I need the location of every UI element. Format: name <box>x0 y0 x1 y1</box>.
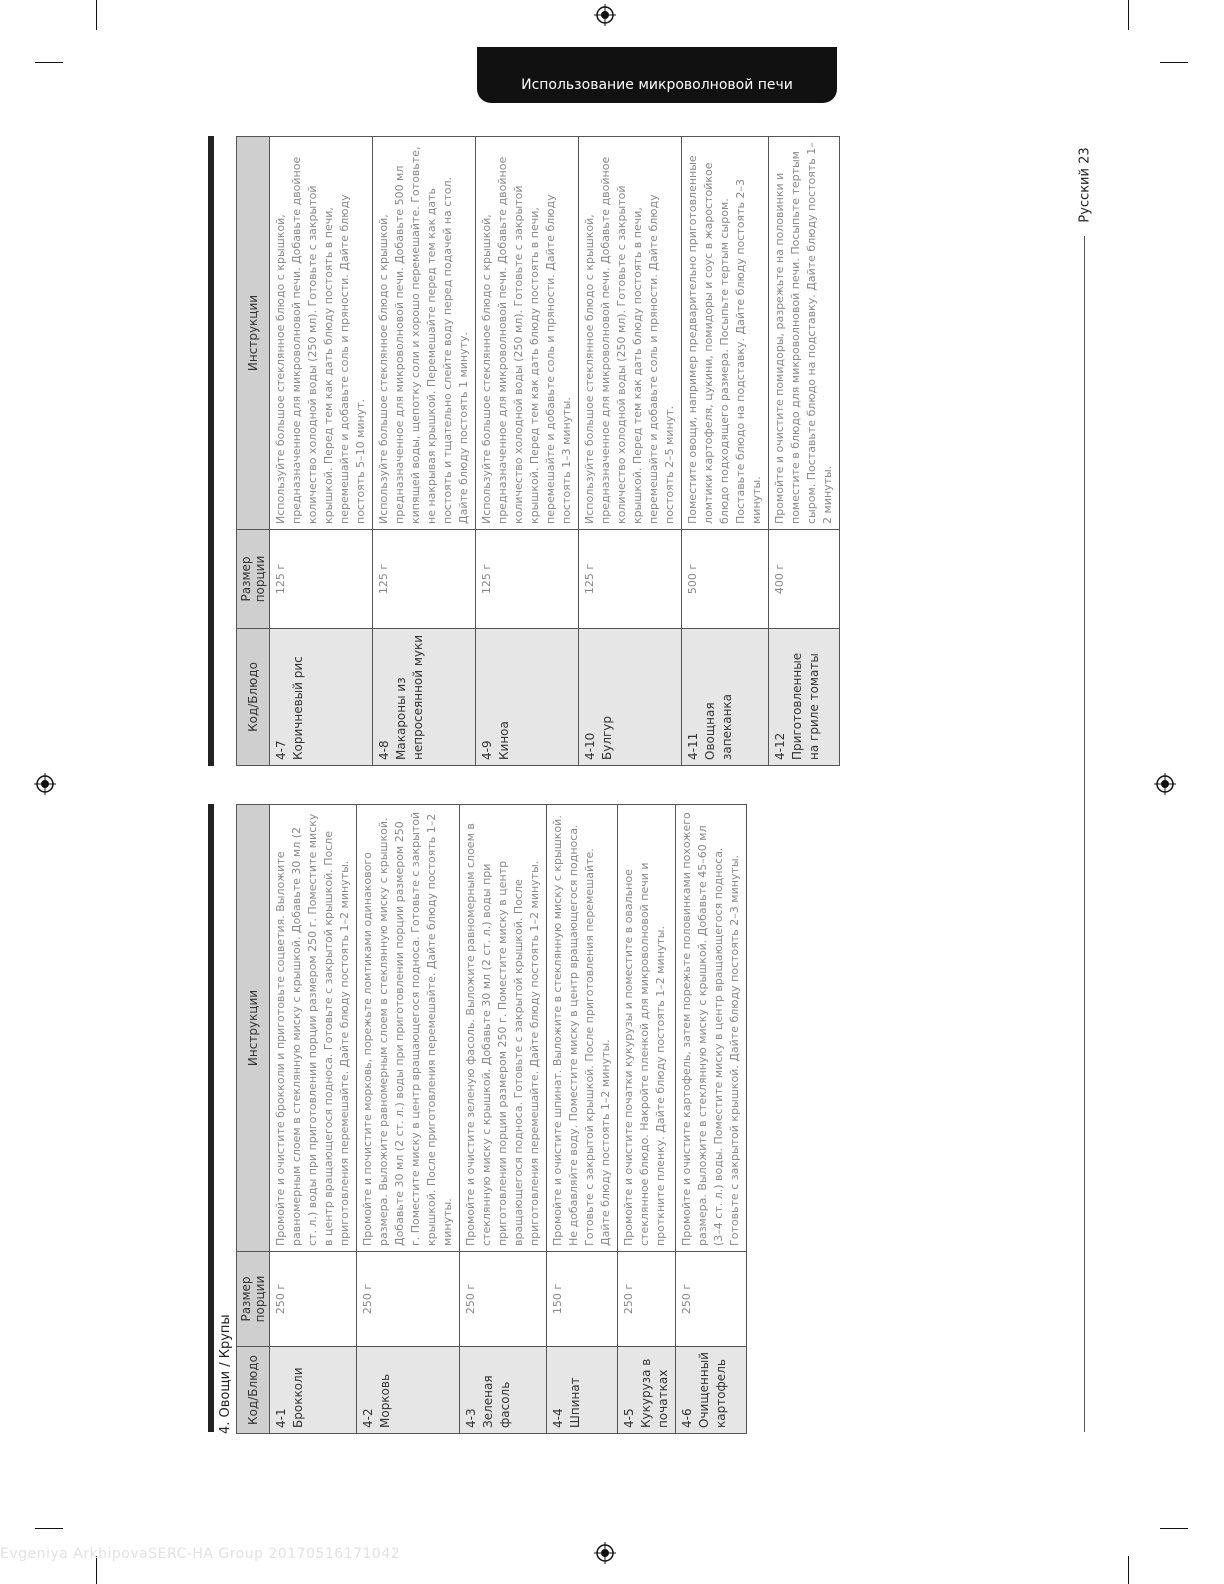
instructions-cell: Промойте и очистите помидоры, разрежьте на половинки и поместите в блюдо для микроволновой печи. Посыпьте тертым сыром. Поставьте блюдо на подставку. Дайте блюду постоять 1–2 минуты. <box>769 137 840 530</box>
left-table-body <box>270 805 747 1434</box>
col-code-header: Код/Блюдо <box>237 1347 270 1434</box>
instructions-cell: Промойте и очистите шпинат. Выложите в стеклянную миску с крышкой. Не добавляйте воду. Поместите миску в центр вращающегося подноса. Готовьте с закрытой крышкой. После приготовления перемешайте. Дайте блюду постоять 1–2 минуты. <box>547 805 618 1252</box>
portion-size: 125 г <box>579 530 682 629</box>
dish-cell <box>769 629 840 766</box>
crop-mark <box>96 0 97 30</box>
dish-cell <box>373 629 476 766</box>
page-number <box>1070 130 1100 240</box>
instructions-cell: Промойте и очистите картофель, затем порежьте половинками похожего размера. Выложите в стеклянную миску с крышкой. Добавьте 45–60 мл (3–4 ст. л.) воды. Поместите миску в центр вращающегося подноса. Готовьте с закрытой крышкой. Дайте блюду постоять 2–3 минуты. <box>676 805 747 1252</box>
section-title: 4. Овощи / Крупы <box>218 1314 233 1434</box>
table-row <box>682 137 769 766</box>
chapter-title: Использование микроволновой печи <box>521 77 793 93</box>
dish-name: Брокколи <box>291 1367 305 1428</box>
portion-size: 250 г <box>460 1252 547 1347</box>
portion-size: 250 г <box>357 1252 460 1347</box>
col-size-header: Размер порции <box>237 1252 270 1347</box>
dish-name: Приготовленные на гриле томаты <box>790 652 821 760</box>
dish-name: Кукуруза в початках <box>639 1358 670 1428</box>
left-table-container <box>216 804 1006 1434</box>
dish-name: Очищенный картофель <box>697 1352 728 1428</box>
dish-cell <box>270 629 373 766</box>
dish-cell <box>579 629 682 766</box>
registration-mark-icon <box>34 773 56 795</box>
left-table <box>236 804 747 1434</box>
dish-code: 4-11 <box>686 732 700 760</box>
instructions-cell: Промойте и почистите морковь, порежьте ломтиками одинакового размера. Выложите равномерным слоем в стеклянную миску с крышкой. Добавьте 30 мл (2 ст. л.) воды при приготовлении порции размером 250 г. Поместите миску в центр вращающегося подноса. Готовьте с закрытой крышкой. После приготовления перемешайте. Дайте блюду постоять 1–2 минуты. <box>357 805 460 1252</box>
portion-size: 250 г <box>618 1252 676 1347</box>
col-code-header: Код/Блюдо <box>237 629 270 766</box>
table-header-row <box>237 137 270 766</box>
dish-cell <box>460 1347 547 1434</box>
footer-watermark: Evgeniya ArkhipovaSERC-HA Group 20170516171042 <box>0 1546 401 1562</box>
right-table <box>236 136 840 766</box>
dish-code: 4-2 <box>361 1408 375 1428</box>
dish-name: Булгур <box>600 715 614 760</box>
table-row <box>373 137 476 766</box>
table-row <box>676 805 747 1434</box>
portion-size: 400 г <box>769 530 840 629</box>
portion-size: 125 г <box>476 530 579 629</box>
table-row <box>579 137 682 766</box>
col-instructions-header: Инструкции <box>237 805 270 1252</box>
dish-cell <box>676 1347 747 1434</box>
dish-code: 4-3 <box>464 1408 478 1428</box>
table-row <box>357 805 460 1434</box>
portion-size: 125 г <box>270 530 373 629</box>
instructions-cell: Поместите овощи, например предварительно приготовленные ломтики картофеля, цукини, помидоры и соус в жаростойкое блюдо подходящего размера. Посыпьте тертым сыром. Поставьте блюдо на подставку. Дайте блюду постоять 2–3 минуты. <box>682 137 769 530</box>
instructions-cell: Используйте большое стеклянное блюдо с крышкой, предназначенное для микроволновой печи. Добавьте двойное количество холодной воды (250 мл). Готовьте с закрытой крышкой. Перед тем как дать блюду постоять в печи, перемешайте и добавьте соль и пряности. Дайте блюду постоять 5–10 минут. <box>270 137 373 530</box>
portion-size: 125 г <box>373 530 476 629</box>
dish-cell <box>476 629 579 766</box>
col-instructions-header: Инструкции <box>237 137 270 530</box>
crop-mark <box>1160 62 1188 63</box>
page-rule <box>1084 236 1085 1432</box>
portion-size: 250 г <box>270 1252 357 1347</box>
instructions-cell: Промойте и очистите брокколи и приготовьте соцветия. Выложите равномерным слоем в стеклянную миску с крышкой. Добавьте 30 мл (2 ст. л.) воды при приготовлении порции размером 250 г. Поместите миску в центр вращающегося подноса. Готовьте с закрытой крышкой. После приготовления перемешайте. Дайте блюду постоять 1–2 минуты. <box>270 805 357 1252</box>
crop-mark <box>1160 1528 1188 1529</box>
col-size-header: Размер порции <box>237 530 270 629</box>
right-table-container <box>236 136 996 766</box>
dish-name: Шпинат <box>568 1377 582 1428</box>
crop-mark <box>35 62 63 63</box>
dish-code: 4-5 <box>622 1408 636 1428</box>
dish-code: 4-1 <box>274 1408 288 1428</box>
crop-mark <box>1128 0 1129 30</box>
table-sidebar <box>208 804 214 1432</box>
portion-size: 150 г <box>547 1252 618 1347</box>
dish-name: Киноа <box>497 721 511 760</box>
portion-size: 250 г <box>676 1252 747 1347</box>
chapter-header <box>477 47 837 103</box>
dish-name: Овощная запеканка <box>703 693 734 760</box>
dish-cell <box>682 629 769 766</box>
dish-code: 4-6 <box>680 1408 694 1428</box>
table-row <box>476 137 579 766</box>
dish-code: 4-10 <box>583 732 597 760</box>
crop-mark <box>1128 1556 1129 1584</box>
registration-mark-icon <box>594 1542 616 1564</box>
dish-code: 4-12 <box>773 732 787 760</box>
instructions-cell: Промойте и очистите зеленую фасоль. Выложите равномерным слоем в стеклянную миску с крышкой. Добавьте 30 мл (2 ст. л.) воды при приготовлении порции размером 250 г. Поместите миску в центр вращающегося подноса. Готовьте с закрытой крышкой. После приготовления перемешайте. Дайте блюду постоять 1–2 минуты. <box>460 805 547 1252</box>
dish-name: Морковь <box>378 1373 392 1428</box>
instructions-cell: Промойте и очистите початки кукурузы и поместите в овальное стеклянное блюдо. Накройте пленкой для микроволновой печи и проткните пленку. Дайте блюду постоять 1–2 минуты. <box>618 805 676 1252</box>
dish-cell <box>270 1347 357 1434</box>
table-row <box>769 137 840 766</box>
dish-cell <box>618 1347 676 1434</box>
table-row <box>618 805 676 1434</box>
dish-code: 4-9 <box>480 740 494 760</box>
table-row <box>460 805 547 1434</box>
registration-mark-icon <box>1154 773 1176 795</box>
table-sidebar <box>208 136 214 766</box>
dish-name: Зеленая фасоль <box>481 1375 512 1428</box>
table-row <box>547 805 618 1434</box>
table-header-row <box>237 805 270 1434</box>
instructions-cell: Используйте большое стеклянное блюдо с крышкой, предназначенное для микроволновой печи. Добавьте двойное количество холодной воды (250 мл). Готовьте с закрытой крышкой. Перед тем как дать блюду постоять в печи, перемешайте и добавьте соль и пряности. Дайте блюду постоять 1–3 минуты. <box>476 137 579 530</box>
dish-code: 4-8 <box>377 740 391 760</box>
dish-name: Макароны из непросеянной муки <box>394 634 425 760</box>
registration-mark-icon <box>594 4 616 26</box>
page-label: Русский 23 <box>1077 147 1093 223</box>
dish-code: 4-7 <box>274 740 288 760</box>
table-row <box>270 137 373 766</box>
portion-size: 500 г <box>682 530 769 629</box>
crop-mark <box>35 1528 63 1529</box>
dish-cell <box>547 1347 618 1434</box>
table-row <box>270 805 357 1434</box>
dish-name: Коричневый рис <box>291 656 305 760</box>
dish-code: 4-4 <box>551 1408 565 1428</box>
dish-cell <box>357 1347 460 1434</box>
instructions-cell: Используйте большое стеклянное блюдо с крышкой, предназначенное для микроволновой печи. Добавьте двойное количество холодной воды (250 мл). Готовьте с закрытой крышкой. Перед тем как дать блюду постоять в печи, перемешайте и добавьте соль и пряности. Дайте блюду постоять 2–5 минут. <box>579 137 682 530</box>
right-table-body <box>270 137 840 766</box>
instructions-cell: Используйте большое стеклянное блюдо с крышкой, предназначенное для микроволновой печи. Добавьте 500 мл кипящей воды, щепотку соли и хорошо перемешайте. Готовьте, не накрывая крышкой. Перемешайте перед тем как дать постоять и тщательно слейте воду перед подачей на стол. Дайте блюду постоять 1 минуту. <box>373 137 476 530</box>
